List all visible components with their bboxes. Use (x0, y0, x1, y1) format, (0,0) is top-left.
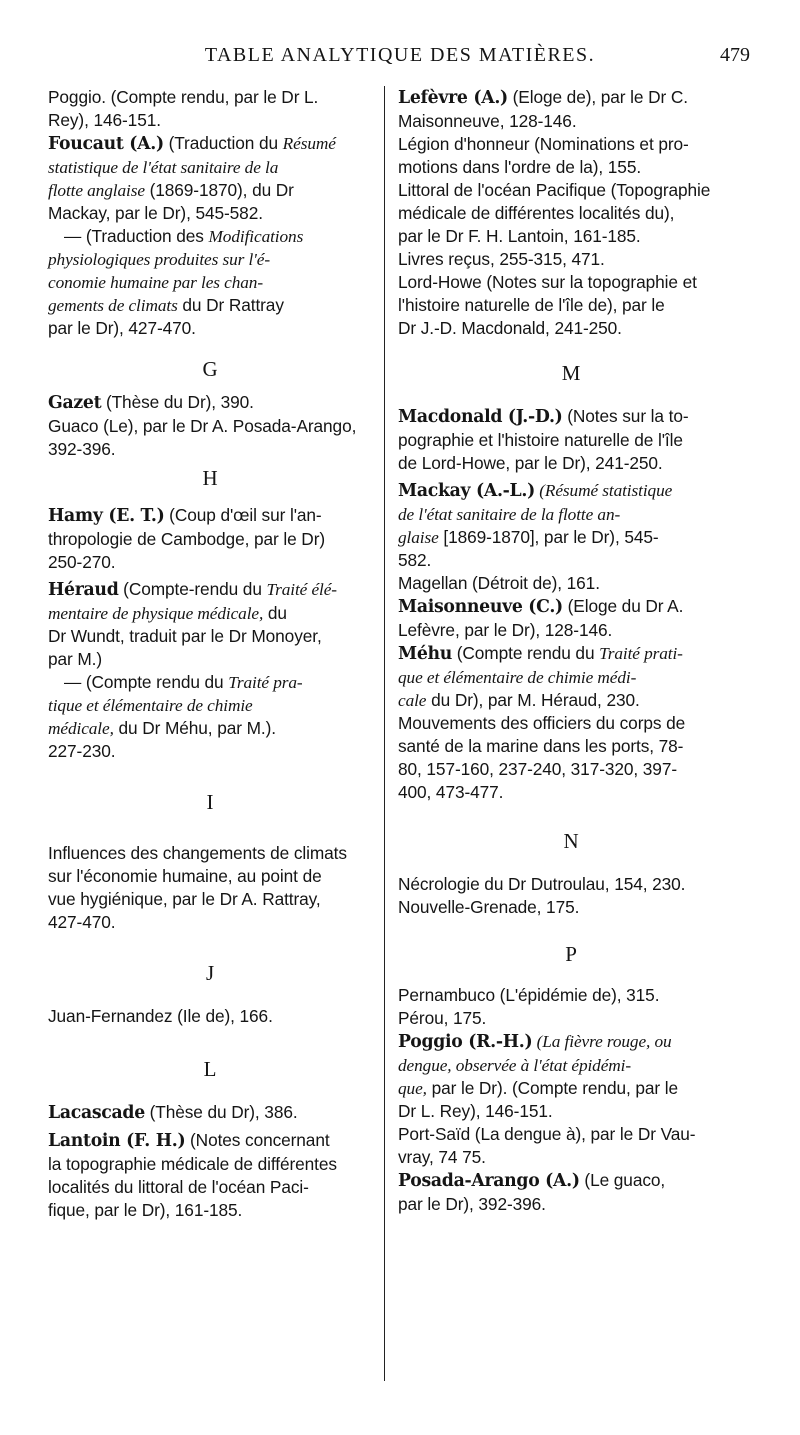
index-entry-influences (48, 842, 372, 934)
entry-line: 250-270. (48, 552, 116, 572)
index-entry-lacascade (48, 1101, 372, 1125)
column-divider (384, 86, 385, 1381)
entry-line: Influences des changements de climats (48, 843, 347, 863)
entry-line: par le Dr F. H. Lantoin, 161-185. (398, 226, 641, 246)
page-number: 479 (720, 44, 750, 66)
entry-line: localités du littoral de l'océan Paci- (48, 1177, 309, 1197)
entry-line: sur l'économie humaine, au point de (48, 866, 322, 886)
entry-line (48, 504, 372, 528)
entry-text: du (263, 603, 287, 623)
index-entry-necrologie (398, 873, 744, 896)
entry-italic: (La fièvre rouge, ou (532, 1032, 672, 1051)
entry-text: [1869-1870], par le Dr), 545- (438, 527, 659, 547)
entry-heading: Lefèvre (A.) (398, 88, 508, 108)
entry-line (398, 642, 744, 666)
entry-line (48, 671, 372, 694)
entry-text: du Dr Rattray (177, 295, 284, 315)
entry-heading: Lacascade (48, 1103, 145, 1123)
entry-text: (Traduction du (163, 133, 283, 153)
entry-heading: Mackay (A.-L.) (398, 481, 535, 501)
index-entry-mehu (398, 642, 744, 712)
entry-line: de Lord-Howe, par le Dr), 241-250. (398, 453, 663, 473)
entry-line: Rey), 146-151. (48, 110, 161, 130)
entry-italic: Traité élé- (266, 580, 337, 599)
entry-heading: Posada-Arango (A.) (398, 1171, 580, 1191)
entry-italic: glaise (398, 528, 439, 547)
entry-line: que et élémentaire de chimie médi- (398, 668, 637, 687)
index-entry-perou (398, 1007, 744, 1030)
entry-line: Maisonneuve, 128-146. (398, 111, 577, 131)
entry-line: thropologie de Cambodge, par le Dr) (48, 529, 325, 549)
entry-line (398, 689, 744, 712)
entry-line: de l'état sanitaire de la flotte an- (398, 505, 621, 524)
entry-line: par M.) (48, 649, 103, 669)
entry-line (48, 1101, 372, 1125)
entry-text: (Thèse du Dr), 386. (144, 1102, 298, 1122)
index-entry-poggio (48, 86, 372, 132)
index-entry-lantoin (48, 1129, 372, 1222)
entry-italic: (Résumé statistique (535, 481, 673, 500)
entry-heading: Hamy (E. T.) (48, 506, 165, 526)
entry-line: Mackay, par le Dr), 545-582. (48, 203, 263, 223)
section-letter-j: J (205, 961, 215, 985)
section-letter-i: I (206, 790, 214, 814)
entry-italic: Traité pra- (228, 673, 303, 692)
entry-line: Dr J.-D. Macdonald, 241-250. (398, 318, 622, 338)
entry-heading: Héraud (48, 580, 119, 600)
entry-line (398, 1169, 744, 1193)
entry-line: tique et élémentaire de chimie (48, 696, 253, 715)
entry-line: Livres reçus, 255-315, 471. (398, 249, 605, 269)
entry-text: (Notes sur la to- (562, 406, 689, 426)
entry-line: médicale de différentes localités du), (398, 203, 675, 223)
entry-line (398, 405, 744, 429)
entry-heading: Lantoin (F. H.) (48, 1131, 186, 1151)
entry-text: (Eloge du Dr A. (562, 596, 684, 616)
entry-text: (Compte rendu du (452, 643, 600, 663)
entry-line: motions dans l'ordre de la), 155. (398, 157, 642, 177)
entry-text: du Dr Méhu, par M.). (113, 718, 276, 738)
index-entry-lefevre (398, 86, 744, 133)
entry-italic: Modifications (208, 227, 304, 246)
section-letter-h: H (202, 466, 218, 490)
entry-line: vue hygiénique, par le Dr A. Rattray, (48, 889, 321, 909)
entry-line (48, 225, 372, 248)
entry-line: pographie et l'histoire naturelle de l'île (398, 430, 683, 450)
entry-line: Mouvements des officiers du corps de (398, 713, 686, 733)
entry-line: par le Dr), 392-396. (398, 1194, 546, 1214)
index-entry-posada-arango (398, 1169, 744, 1216)
section-letter-m: M (561, 361, 581, 385)
index-entry-gazet (48, 391, 372, 415)
entry-line: l'histoire naturelle de l'île de), par le (398, 295, 665, 315)
entry-line: Nouvelle-Grenade, 175. (398, 897, 580, 917)
entry-italic: que, (398, 1079, 427, 1098)
index-entry-macdonald (398, 405, 744, 475)
index-entry-foucaut (48, 132, 372, 340)
section-letter-l: L (203, 1057, 217, 1081)
entry-heading: Méhu (398, 644, 453, 664)
entry-line: Lefèvre, par le Dr), 128-146. (398, 620, 613, 640)
index-entry-livres (398, 248, 744, 271)
entry-line: 80, 157-160, 237-240, 317-320, 397- (398, 759, 677, 779)
entry-line: Nécrologie du Dr Dutroulau, 154, 230. (398, 874, 686, 894)
entry-line: 227-230. (48, 741, 116, 761)
entry-text: (Thèse du Dr), 390. (101, 392, 254, 412)
entry-heading: Maisonneuve (C.) (398, 597, 563, 617)
entry-line: statistique de l'état sanitaire de la (48, 158, 279, 177)
entry-line: 400, 473-477. (398, 782, 504, 802)
entry-text: — (Compte rendu du (64, 672, 229, 692)
entry-line: santé de la marine dans les ports, 78- (398, 736, 684, 756)
entry-text: (Coup d'œil sur l'an- (164, 505, 322, 525)
entry-line: Littoral de l'océan Pacifique (Topographie (398, 180, 711, 200)
entry-text: (Le guaco, (579, 1170, 666, 1190)
right-column (398, 86, 744, 1216)
index-entry-pernambuco (398, 984, 744, 1007)
section-letter-n: N (563, 829, 579, 853)
index-entry-port-said (398, 1123, 744, 1169)
entry-line (48, 717, 372, 740)
entry-line: la topographie médicale de différentes (48, 1154, 337, 1174)
entry-italic: flotte anglaise (48, 181, 145, 200)
entry-line (48, 1129, 372, 1153)
entry-line: physiologiques produites sur l'é- (48, 250, 270, 269)
section-letter-g: G (202, 357, 218, 381)
entry-line (398, 1077, 744, 1100)
entry-line (398, 479, 744, 503)
entry-line: par le Dr), 427-470. (48, 318, 196, 338)
entry-italic: Traité prati- (599, 644, 683, 663)
index-entry-legion (398, 133, 744, 179)
entry-text: (Notes concernant (185, 1130, 330, 1150)
index-entry-poggio-rh (398, 1030, 744, 1123)
running-head (40, 44, 760, 74)
entry-line (398, 1030, 744, 1054)
index-entry-littoral (398, 179, 744, 248)
entry-line: Pernambuco (L'épidémie de), 315. (398, 985, 660, 1005)
index-entry-nouvelle-grenade (398, 896, 744, 919)
entry-line (48, 391, 372, 415)
entry-line: conomie humaine par les chan- (48, 273, 263, 292)
entry-line: Poggio. (Compte rendu, par le Dr L. (48, 87, 319, 107)
entry-line: 427-470. (48, 912, 116, 932)
index-entry-heraud (48, 578, 372, 763)
index-entry-maisonneuve (398, 595, 744, 642)
entry-line: 392-396. (48, 439, 116, 459)
entry-heading: Foucaut (A.) (48, 134, 164, 154)
left-column (48, 86, 372, 1222)
index-entry-mouvements (398, 712, 744, 804)
entry-line: Juan-Fernandez (Ile de), 166. (48, 1006, 273, 1026)
entry-line (398, 595, 744, 619)
entry-line: Légion d'honneur (Nominations et pro- (398, 134, 689, 154)
entry-line: dengue, observée à l'état épidémi- (398, 1056, 632, 1075)
entry-line (398, 86, 744, 110)
entry-line (48, 578, 372, 602)
index-entry-lord-howe (398, 271, 744, 340)
entry-text: — (Traduction des (64, 226, 209, 246)
entry-line: Magellan (Détroit de), 161. (398, 573, 600, 593)
entry-line: 582. (398, 550, 432, 570)
entry-text: (Compte-rendu du (118, 579, 267, 599)
index-entry-juan-fernandez (48, 1005, 372, 1028)
section-letter-p: P (565, 942, 577, 966)
entry-line: Pérou, 175. (398, 1008, 487, 1028)
entry-italic: Résumé (282, 134, 336, 153)
entry-italic: médicale, (48, 719, 114, 738)
entry-line: Dr Wundt, traduit par le Dr Monoyer, (48, 626, 322, 646)
index-entry-guaco (48, 415, 372, 461)
entry-heading: Poggio (R.-H.) (398, 1032, 533, 1052)
index-entry-mackay (398, 479, 744, 572)
entry-italic: mentaire de physique médicale, (48, 604, 264, 623)
entry-italic: cale (398, 691, 427, 710)
entry-line: Guaco (Le), par le Dr A. Posada-Arango, (48, 416, 357, 436)
entry-heading: Gazet (48, 393, 102, 413)
entry-text: (Eloge de), par le Dr C. (507, 87, 688, 107)
index-entry-hamy (48, 504, 372, 574)
entry-text: du Dr), par M. Héraud, 230. (426, 690, 640, 710)
entry-italic: gements de climats (48, 296, 178, 315)
entry-heading: Macdonald (J.-D.) (398, 407, 563, 427)
index-entry-magellan (398, 572, 744, 595)
entry-line (398, 526, 744, 549)
running-title: TABLE ANALYTIQUE DES MATIÈRES. (204, 44, 596, 66)
entry-text: par le Dr). (Compte rendu, par le (426, 1078, 678, 1098)
entry-line (48, 602, 372, 625)
entry-line (48, 132, 372, 156)
entry-line (48, 294, 372, 317)
entry-line: fique, par le Dr), 161-185. (48, 1200, 243, 1220)
entry-text: (1869-1870), du Dr (144, 180, 294, 200)
entry-line: vray, 74 75. (398, 1147, 486, 1167)
entry-line: Lord-Howe (Notes sur la topographie et (398, 272, 697, 292)
entry-line (48, 179, 372, 202)
entry-line: Dr L. Rey), 146-151. (398, 1101, 553, 1121)
entry-line: Port-Saïd (La dengue à), par le Dr Vau- (398, 1124, 696, 1144)
